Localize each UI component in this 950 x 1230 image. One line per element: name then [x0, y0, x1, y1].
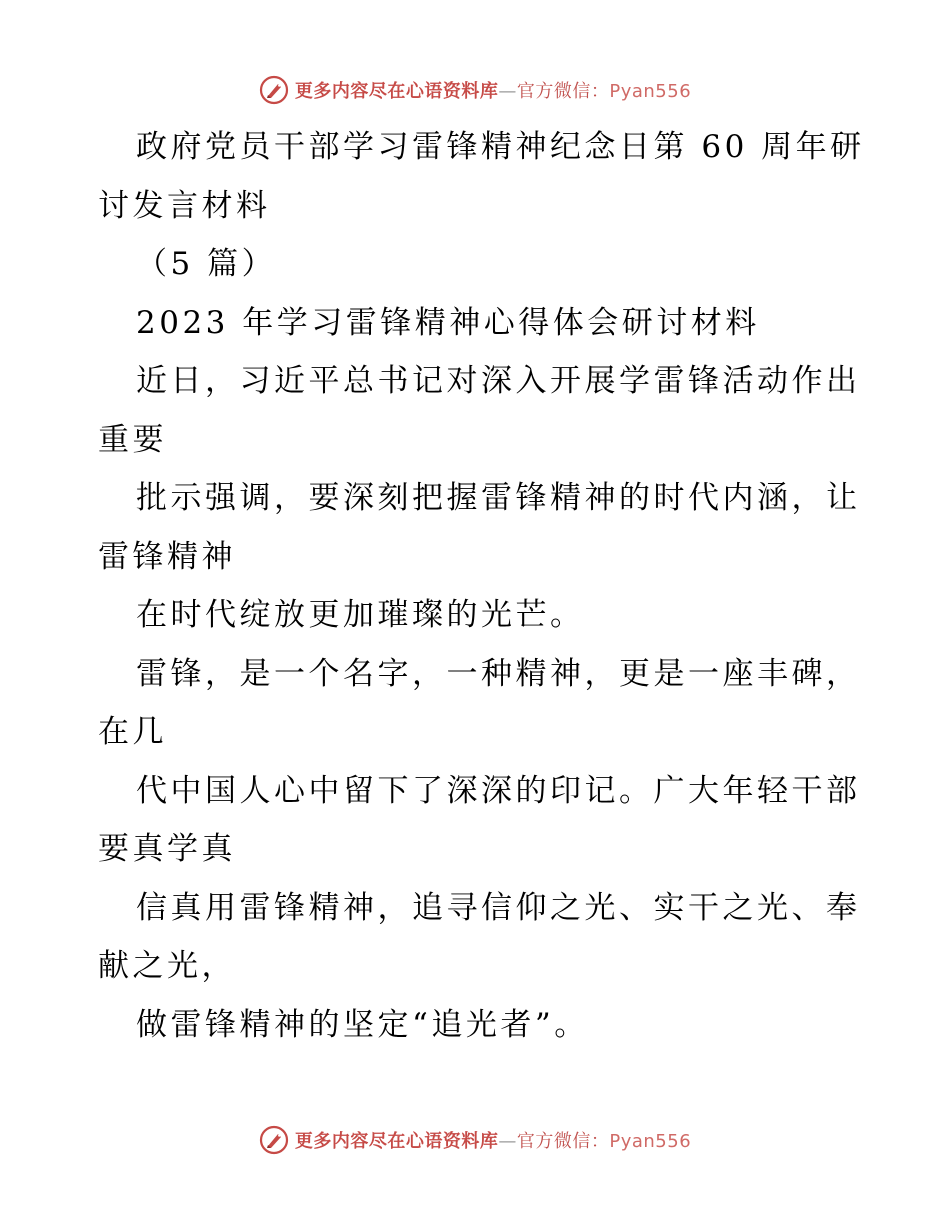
- document-line: 雷锋精神: [98, 538, 236, 575]
- document-line: 讨发言材料: [98, 187, 271, 224]
- banner-right-text: 官方微信：: [516, 1131, 610, 1152]
- document-line: 政府党员干部学习雷锋精神纪念日第 60 周年研: [136, 129, 865, 165]
- document-body: [98, 118, 865, 1054]
- document-line: 批示强调，要深刻把握雷锋精神的时代内涵，让: [136, 480, 861, 516]
- document-line: 重要: [98, 421, 167, 458]
- document-line: 信真用雷锋精神，追寻信仰之光、实干之光、奉: [136, 889, 861, 926]
- document-line: 献之光，: [98, 948, 236, 984]
- banner-separator: —: [498, 81, 517, 102]
- banner-text: [295, 77, 691, 103]
- document-line: （5 篇）: [136, 246, 277, 282]
- banner-left-text: 更多内容尽在心语资料库: [294, 81, 499, 102]
- banner-wechat-id: Pyan556: [609, 81, 692, 102]
- banner-right-text: 官方微信：: [516, 81, 610, 102]
- footer-watermark-banner: [0, 1122, 950, 1158]
- document-line: 要真学真: [98, 831, 236, 867]
- document-line: 2023 年学习雷锋精神心得体会研讨材料: [136, 304, 760, 341]
- header-watermark-banner: [0, 72, 950, 108]
- document-line: 近日，习近平总书记对深入开展学雷锋活动作出: [136, 363, 861, 399]
- document-line: 雷锋，是一个名字，一种精神，更是一座丰碑，: [136, 655, 861, 692]
- document-line: 代中国人心中留下了深深的印记。广大年轻干部: [136, 772, 861, 809]
- banner-wechat-id: Pyan556: [609, 1131, 692, 1152]
- document-line: 在几: [98, 714, 167, 750]
- banner-left-text: 更多内容尽在心语资料库: [294, 1131, 499, 1152]
- document-line: 在时代绽放更加璀璨的光芒。: [136, 597, 585, 633]
- pen-nib-logo-icon: [259, 1125, 289, 1155]
- pen-nib-logo-icon: [259, 75, 289, 105]
- banner-text: [295, 1127, 691, 1153]
- document-line: 做雷锋精神的坚定“追光者”。: [136, 1006, 589, 1043]
- banner-separator: —: [498, 1131, 517, 1152]
